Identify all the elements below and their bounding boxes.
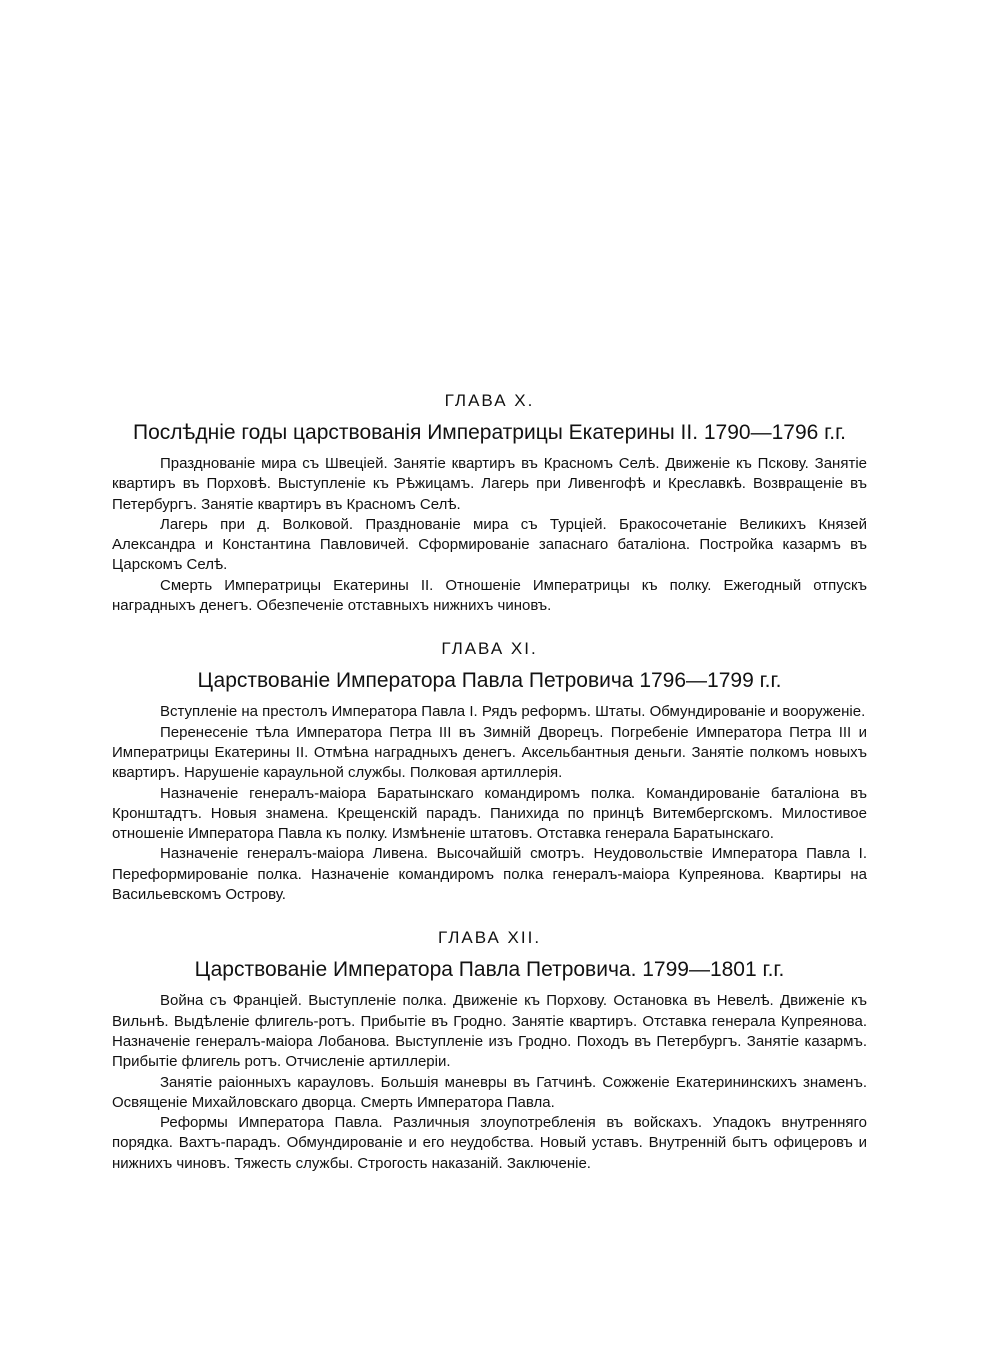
chapter-paragraph: Лагерь при д. Волковой. Празднованіе мира съ Турціей. Бракосочетаніе Великихъ Князей Александра и Константина Павловичей. Сформированіе запаснаго баталіона. Постройка казармъ въ Царскомъ Селѣ. <box>112 515 867 574</box>
chapter-paragraph: Война съ Франціей. Выступленіе полка. Движеніе къ Порхову. Остановка въ Невелѣ. Движеніе къ Вильнѣ. Выдѣленіе флигель-ротъ. Прибытіе въ Гродно. Занятіе квартиръ. Отставка генерала Купреянова. Назначеніе генералъ-маіора Лобанова. Выступленіе изъ Гродно. Походъ въ Петербургъ. Занятіе казармъ. Прибытіе флигель ротъ. Отчисленіе артиллеріи. <box>112 992 867 1071</box>
chapter-paragraph: Назначеніе генералъ-маіора Баратынскаго командиромъ полка. Командированіе баталіона въ Кронштадтъ. Новыя знамена. Крещенскій парадъ. Панихида по принцѣ Витембергскомъ. Милостивое отношеніе Императора Павла къ полку. Измѣненіе штатовъ. Отставка генерала Баратынскаго. <box>112 784 867 843</box>
chapter-label: ГЛАВА X. <box>444 391 535 410</box>
document-page <box>112 390 867 1196</box>
chapter-11 <box>112 638 867 905</box>
chapter-paragraph: Реформы Императора Павла. Различныя злоупотребленія въ войскахъ. Упадокъ внутренняго порядка. Вахтъ-парадъ. Обмундированіе и его неудобства. Новый уставъ. Внутренній бытъ офицеровъ и нижнихъ чиновъ. Тяжесть службы. Строгость наказаній. Заключеніе. <box>112 1114 867 1172</box>
chapter-12 <box>112 927 867 1174</box>
chapter-paragraph: Назначеніе генералъ-маіора Ливена. Высочайшій смотръ. Неудовольствіе Императора Павла I. Переформированіе полка. Назначеніе командиромъ полка генералъ-маіора Купреянова. Квартиры на Васильевскомъ Острову. <box>112 845 867 904</box>
chapter-label: ГЛАВА XI. <box>441 639 538 659</box>
chapter-paragraph: Вступленіе на престолъ Императора Павла I. Рядъ реформъ. Штаты. Обмундированіе и вооруженіе. <box>160 703 866 721</box>
chapter-paragraph: Празднованіе мира съ Швеціей. Занятіе квартиръ въ Красномъ Селѣ. Движеніе къ Пскову. Занятіе квартиръ въ Порховѣ. Выступленіе къ Рѣжицамъ. Лагерь при Ливенгофѣ и Креславкѣ. Возвращеніе въ Петербургъ. Занятіе квартиръ въ Красномъ Селѣ. <box>112 455 867 513</box>
chapter-10 <box>112 390 867 616</box>
chapter-title: Царствованіе Императора Павла Петровича 1796—1799 г.г. <box>197 669 782 693</box>
chapter-title: Послѣдніе годы царствованія Императрицы Екатерины II. 1790—1796 г.г. <box>133 421 846 444</box>
chapter-paragraph: Перенесеніе тѣла Императора Петра III въ Зимній Дворецъ. Погребеніе Императора Петра III и Императрицы Екатерины II. Отмѣна наградныхъ денегъ. Аксельбантныя деньги. Занятіе полкомъ новыхъ квартиръ. Нарушеніе караульной службы. Полковая артиллерія. <box>112 723 867 782</box>
chapter-label: ГЛАВА XII. <box>437 928 542 948</box>
chapter-paragraph: Занятіе раіонныхъ карауловъ. Большія маневры въ Гатчинѣ. Сожженіе Екатерининскихъ знаменъ. Освященіе Михайловскаго дворца. Смерть Императора Павла. <box>112 1073 867 1111</box>
chapter-title: Царствованіе Императора Павла Петровича. 1799—1801 г.г. <box>194 958 785 982</box>
chapter-paragraph: Смерть Императрицы Екатерины II. Отношеніе Императрицы къ полку. Ежегодный отпускъ наградныхъ денегъ. Обезпеченіе отставныхъ нижнихъ чиновъ. <box>112 576 867 615</box>
